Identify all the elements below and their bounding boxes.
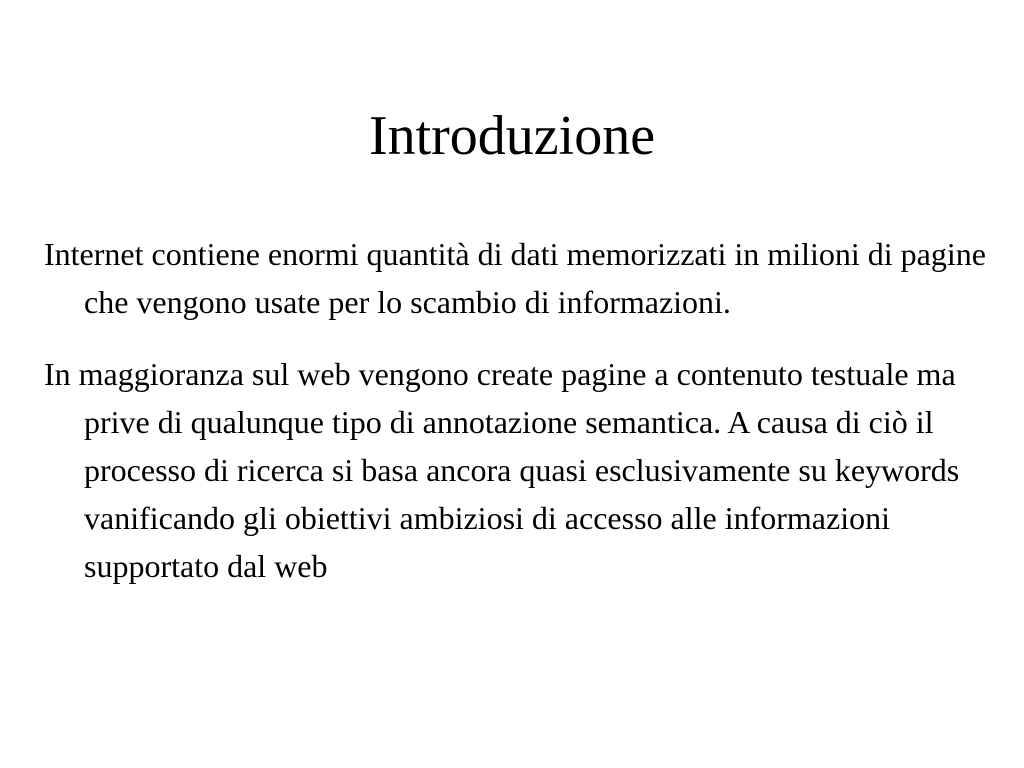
paragraph-internet: Internet contiene enormi quantità di dati memorizzati in milioni di pagine che vengono usate per lo scambio di informazioni. [44, 236, 986, 320]
slide-body [44, 230, 1004, 614]
paragraph-web-semantics: In maggioranza sul web vengono create pagine a contenuto testuale ma prive di qualunque tipo di annotazione semantica. A causa di ciò il processo di ricerca si basa ancora quasi esclusivamente su keywords vanificando gli obiettivi ambiziosi di accesso alle informazioni supportato dal web [44, 356, 960, 584]
slide-title: Introduzione [368, 105, 656, 167]
